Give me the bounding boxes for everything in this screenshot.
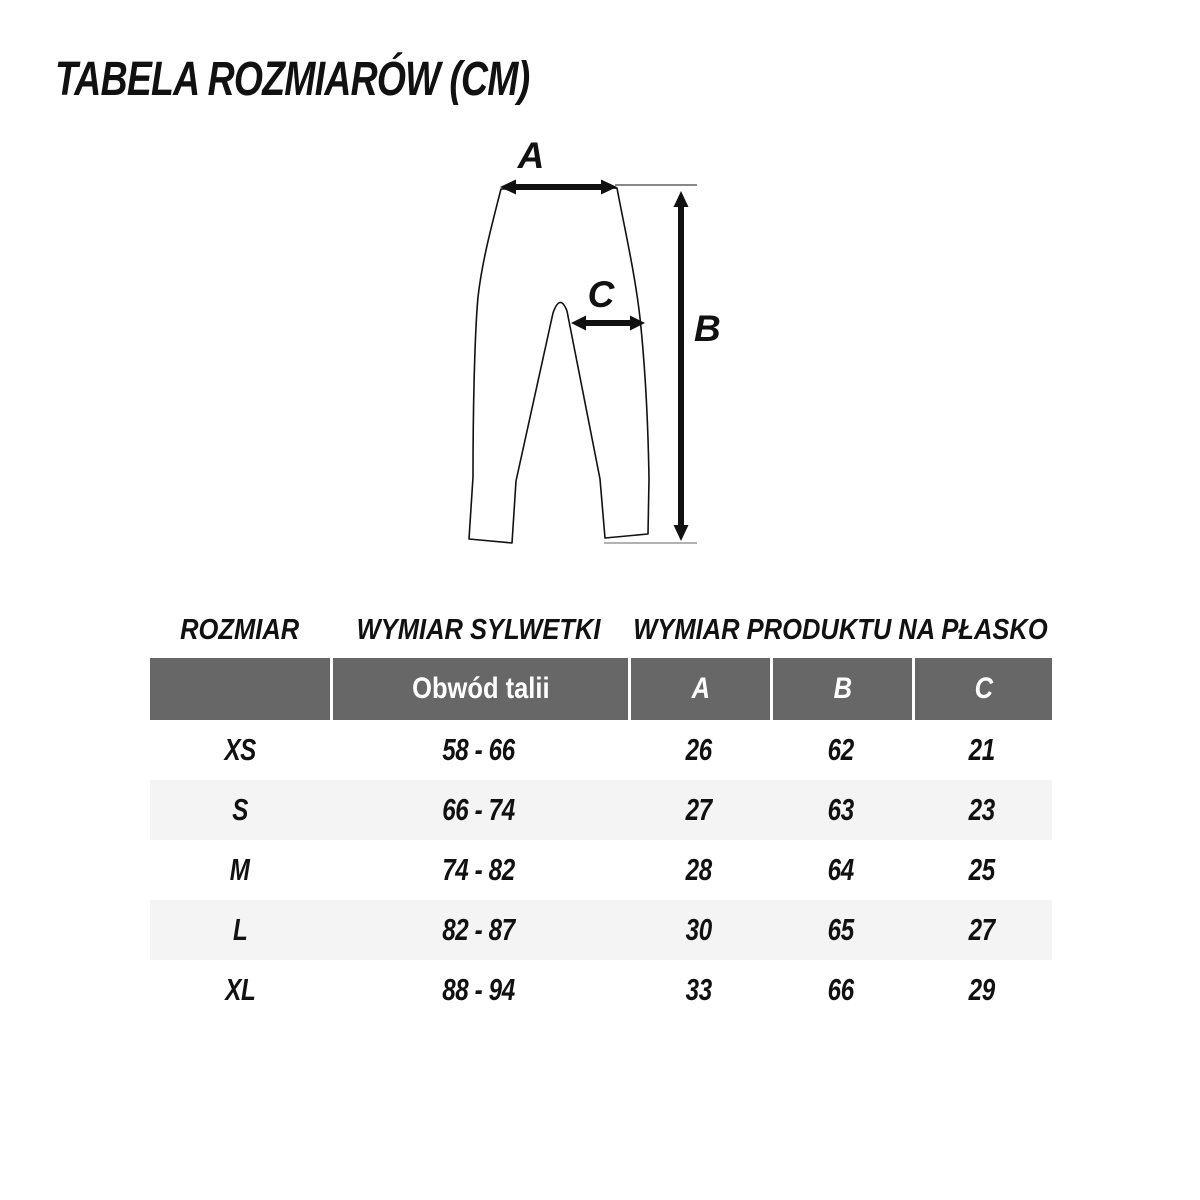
cell-b: 64 xyxy=(827,852,855,887)
length-arrow-b xyxy=(674,191,689,541)
cell-b: 62 xyxy=(827,732,855,767)
cell-size: S xyxy=(232,792,248,827)
header-cell-c xyxy=(912,658,1052,720)
cell-a: 28 xyxy=(685,852,713,887)
column-group-body-measure-label: WYMIAR SYLWETKI xyxy=(357,613,601,646)
column-group-product-flat-label: WYMIAR PRODUKTU NA PŁASKO xyxy=(632,613,1048,646)
cell-c: 23 xyxy=(968,792,996,827)
table-header-row xyxy=(150,658,1052,720)
pants-outline xyxy=(469,188,649,543)
table-row-xl xyxy=(150,960,1052,1020)
cell-c: 25 xyxy=(968,852,996,887)
cell-a: 26 xyxy=(685,732,713,767)
thigh-arrow-c xyxy=(571,316,645,331)
header-cell-empty xyxy=(150,658,330,720)
width-arrow-a xyxy=(500,180,617,195)
header-cell-b xyxy=(770,658,912,720)
diagram-label-c: C xyxy=(587,274,615,315)
cell-size: XL xyxy=(224,972,256,1007)
header-c-label: C xyxy=(974,672,993,705)
table-row-m xyxy=(150,840,1052,900)
column-group-body-measure xyxy=(330,608,628,652)
column-group-size-label: ROZMIAR xyxy=(180,613,300,646)
cell-waist-range: 82 - 87 xyxy=(442,912,516,947)
cell-a: 27 xyxy=(685,792,713,827)
size-table-body xyxy=(150,720,1052,1020)
cell-size: L xyxy=(232,912,248,947)
cell-a: 33 xyxy=(685,972,713,1007)
page-title: TABELA ROZMIARÓW (CM) xyxy=(55,53,530,106)
cell-b: 66 xyxy=(827,972,855,1007)
cell-waist-range: 74 - 82 xyxy=(442,852,516,887)
cell-waist-range: 58 - 66 xyxy=(442,732,516,767)
header-cell-waist xyxy=(330,658,628,720)
diagram-label-a: A xyxy=(517,135,545,176)
cell-size: XS xyxy=(224,732,256,767)
cell-c: 29 xyxy=(968,972,996,1007)
cell-b: 63 xyxy=(827,792,855,827)
header-a-label: A xyxy=(691,672,710,705)
cell-waist-range: 66 - 74 xyxy=(442,792,516,827)
header-waist-label: Obwód talii xyxy=(411,672,550,705)
header-b-label: B xyxy=(833,672,852,705)
cell-a: 30 xyxy=(685,912,713,947)
cell-b: 65 xyxy=(827,912,855,947)
column-group-size xyxy=(150,608,330,652)
cell-waist-range: 88 - 94 xyxy=(442,972,516,1007)
header-cell-a xyxy=(628,658,770,720)
table-row-l xyxy=(150,900,1052,960)
table-group-headers xyxy=(150,608,1052,652)
cell-size: M xyxy=(230,852,250,887)
cell-c: 21 xyxy=(968,732,996,767)
table-row-xs xyxy=(150,720,1052,780)
cell-c: 27 xyxy=(968,912,996,947)
diagram-label-b: B xyxy=(694,308,721,349)
pants-measurement-diagram xyxy=(400,130,780,570)
table-row-s xyxy=(150,780,1052,840)
column-group-product-flat xyxy=(628,608,1052,652)
